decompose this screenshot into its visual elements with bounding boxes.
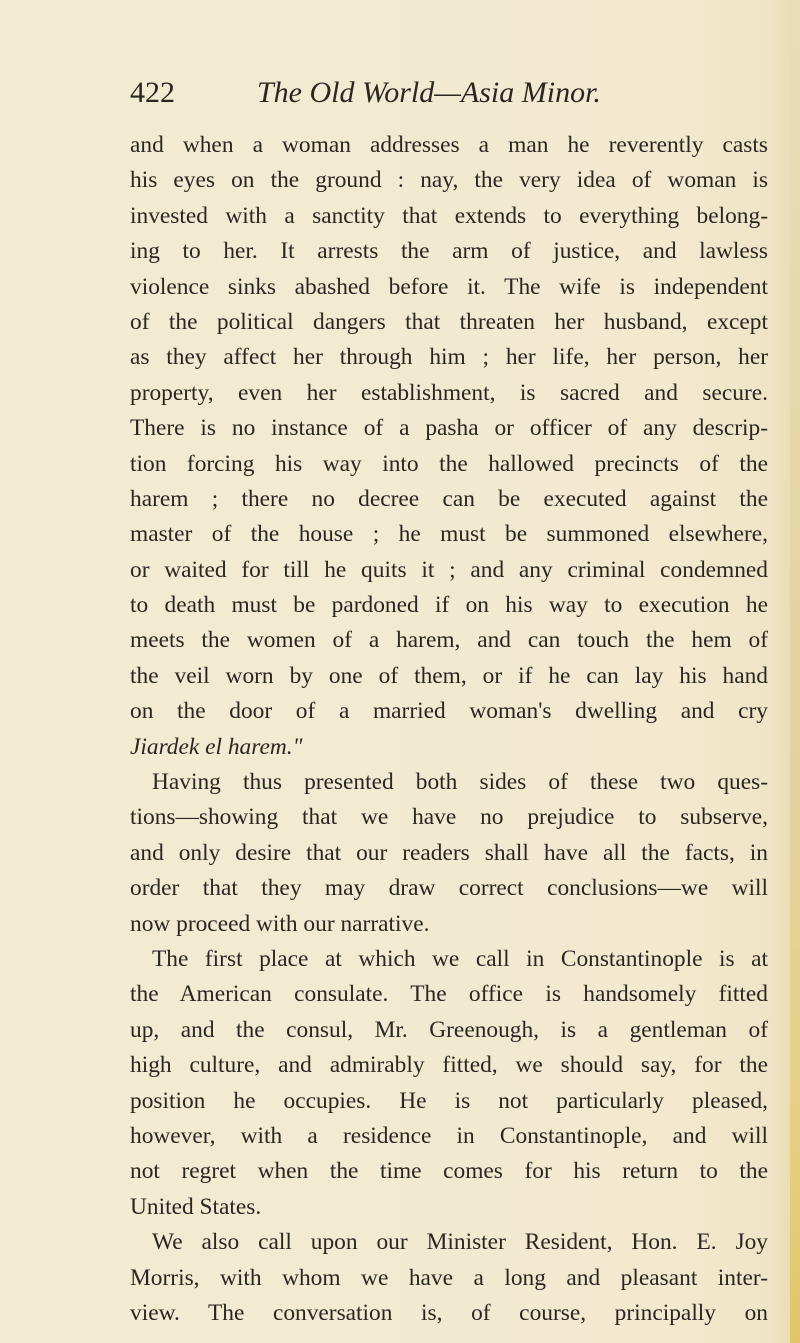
page-number: 422 bbox=[130, 76, 175, 109]
paragraph-start-line: We also call upon our Minister Resident, Hon. E. Joy bbox=[152, 1229, 768, 1256]
text-line: master of the house ; he must be summoned elsewhere, bbox=[130, 521, 768, 548]
text-line: view. The conversation is, of course, principally on bbox=[130, 1299, 768, 1326]
text-line: meets the women of a harem, and can touch the hem of bbox=[130, 627, 768, 654]
paragraph-end-line: United States. bbox=[130, 1193, 262, 1220]
text-line: of the political dangers that threaten her husband, except bbox=[130, 308, 768, 335]
text-line: and only desire that our readers shall have all the facts, in bbox=[130, 839, 768, 866]
text-line: ing to her. It arrests the arm of justice, and lawless bbox=[130, 238, 768, 265]
paragraph-end-line: now proceed with our narrative. bbox=[130, 910, 430, 937]
text-line: as they affect her through him ; her life, her person, her bbox=[130, 344, 768, 371]
text-line: and when a woman addresses a man he reverently casts bbox=[130, 132, 768, 158]
body-text bbox=[130, 128, 768, 1331]
text-line: invested with a sanctity that extends to everything belong- bbox=[130, 202, 768, 229]
text-line: harem ; there no decree can be executed against the bbox=[130, 485, 768, 512]
text-line: high culture, and admirably fitted, we should say, for the bbox=[130, 1052, 768, 1079]
text-line: the American consulate. The office is handsomely fitted bbox=[130, 981, 768, 1008]
text-line: position he occupies. He is not particularly pleased, bbox=[130, 1087, 768, 1114]
paragraph-start-line: Having thus presented both sides of these two ques- bbox=[152, 769, 768, 796]
page-header bbox=[130, 68, 770, 118]
text-line: the veil worn by one of them, or if he can lay his hand bbox=[130, 662, 768, 689]
running-title: The Old World—Asia Minor. bbox=[257, 76, 601, 109]
page-edge bbox=[790, 0, 800, 1343]
text-line: to death must be pardoned if on his way to execution he bbox=[130, 592, 768, 619]
paragraph-start-line: The first place at which we call in Constantinople is at bbox=[152, 945, 768, 972]
text-line: on the door of a married woman's dwelling and cry bbox=[130, 698, 768, 725]
text-line: property, even her establishment, is sacred and secure. bbox=[130, 379, 768, 406]
text-line: order that they may draw correct conclusions—we will bbox=[130, 875, 768, 902]
text-line: his eyes on the ground : nay, the very idea of woman is bbox=[130, 167, 768, 194]
text-line: or waited for till he quits it ; and any criminal condemned bbox=[130, 556, 768, 583]
text-line: tions—showing that we have no prejudice to subserve, bbox=[130, 804, 768, 831]
text-line: tion forcing his way into the hallowed precincts of the bbox=[130, 450, 768, 477]
text-line: however, with a residence in Constantinople, and will bbox=[130, 1122, 768, 1149]
text-line: There is no instance of a pasha or officer of any descrip- bbox=[130, 415, 768, 442]
text-line: Morris, with whom we have a long and pleasant inter- bbox=[130, 1264, 768, 1291]
text-line: violence sinks abashed before it. The wife is independent bbox=[130, 273, 768, 300]
italic-quote-line: Jiardek el harem." bbox=[130, 733, 303, 760]
text-line: up, and the consul, Mr. Greenough, is a gentleman of bbox=[130, 1016, 768, 1043]
text-line: not regret when the time comes for his return to the bbox=[130, 1158, 768, 1185]
